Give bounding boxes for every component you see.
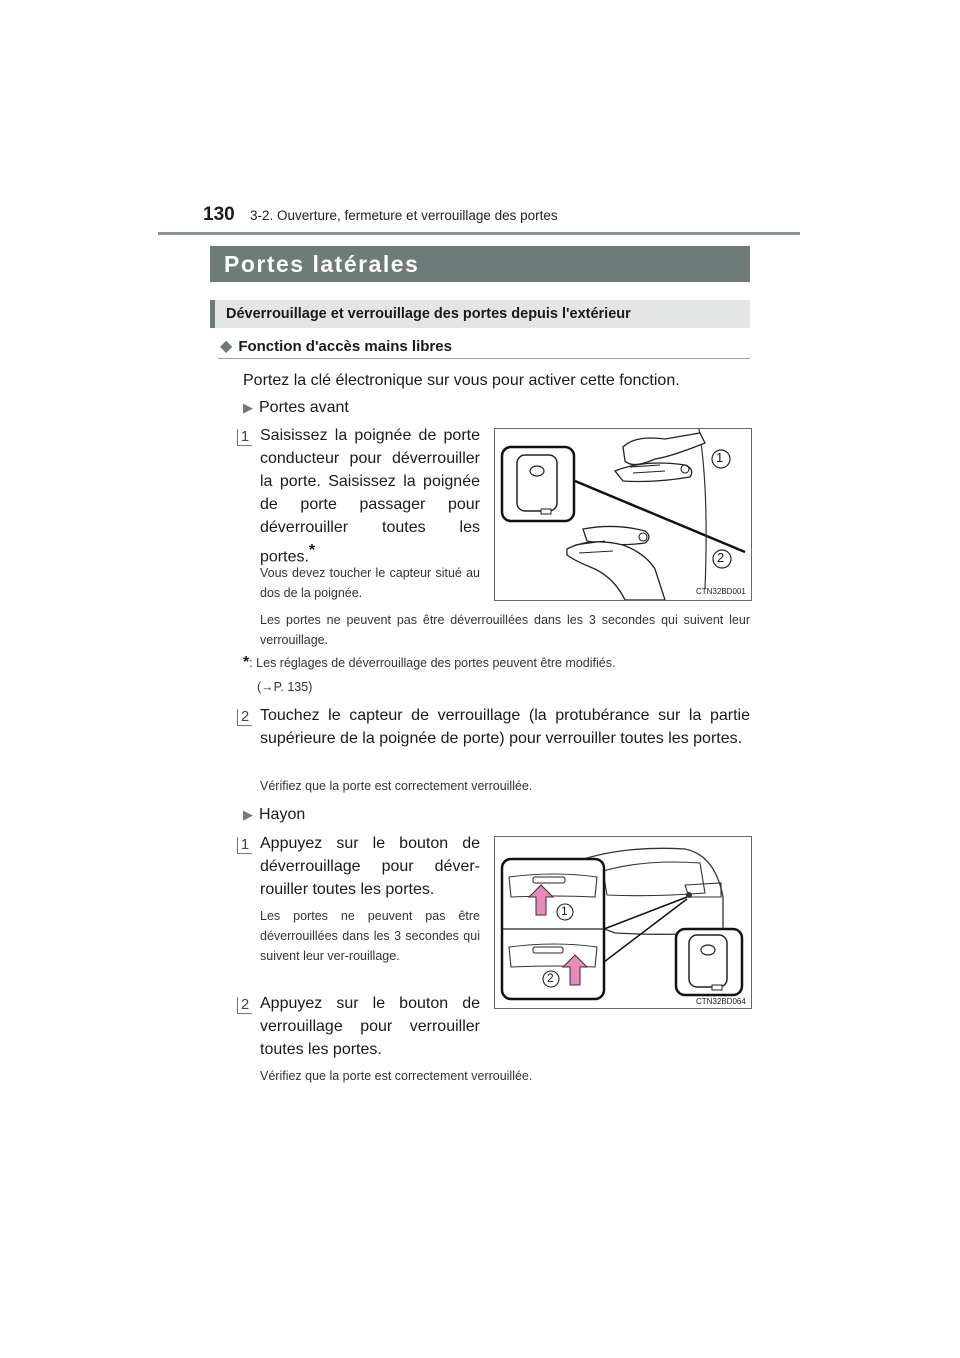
callout-2: 2: [547, 971, 554, 985]
front-step2-text: Touchez le capteur de verrouillage (la protubérance sur la partie supérieure de la poignée de porte) pour verrouiller toutes les portes.: [260, 707, 750, 747]
footnote-text: : Les réglages de déverrouillage des portes peuvent être modifiés.: [249, 656, 616, 670]
tailgate-label-text: Hayon: [259, 806, 306, 823]
tailgate-label: [243, 803, 305, 826]
triangle-bullet-icon: ▶: [243, 400, 253, 415]
front-note: Les portes ne peuvent pas être déverrouillées dans les 3 secondes qui suivent leur verrouillage.: [260, 613, 750, 647]
footnote-star: *: [308, 542, 316, 559]
door-handle-figure: [494, 428, 752, 601]
header-rule: [158, 232, 800, 235]
feature-heading-text: Fonction d'accès mains libres: [238, 338, 452, 355]
feature-heading: [220, 336, 452, 356]
tailgate-step-number-2: 2: [237, 996, 252, 1014]
tailgate-step1-text: Appuyez sur le bouton de déverrouillage pour déver-rouiller toutes les portes.: [260, 835, 480, 898]
subsection-title: Déverrouillage et verrouillage des portes depuis l'extérieur: [226, 306, 631, 322]
callout-1: 1: [561, 904, 568, 918]
tailgate-step-number-1: 1: [237, 836, 252, 854]
tailgate-figure: [494, 836, 752, 1009]
door-handle-illustration: [495, 429, 751, 600]
front-step2-note: Vérifiez que la porte est correctement verrouillée.: [260, 779, 533, 793]
callout-2: 2: [717, 550, 725, 565]
front-step1-text: Saisissez la poignée de porte conducteur pour déverrouiller la porte. Saisissez la poignée de porte passager pour déverrouiller toutes les portes.*: [260, 427, 480, 566]
figure-code: CTN32BD064: [696, 997, 746, 1006]
intro-text: Portez la clé électronique sur vous pour activer cette fonction.: [243, 372, 680, 389]
step-number-1: 1: [237, 428, 252, 446]
footnote-reference: (→P. 135): [257, 680, 313, 694]
tailgate-step2-text: Appuyez sur le bouton de verrouillage pour verrouiller toutes les portes.: [260, 995, 480, 1058]
footnote: [243, 653, 615, 673]
chapter-title: 3-2. Ouverture, fermeture et verrouillage des portes: [250, 208, 558, 223]
front-step1-note: Vous devez toucher le capteur situé au dos de la poignée.: [260, 566, 480, 600]
page-number: 130: [203, 204, 235, 225]
front-doors-label-text: Portes avant: [259, 399, 349, 416]
diamond-icon: ◆: [220, 338, 233, 355]
section-title-bar: [210, 246, 750, 282]
tailgate-step1-note: Les portes ne peuvent pas être déverrouillées dans les 3 secondes qui suivent leur ver-rouillage.: [260, 909, 480, 963]
tailgate-illustration: [495, 837, 751, 1008]
step-number-2: 2: [237, 708, 252, 726]
tailgate-step2-note: Vérifiez que la porte est correctement verrouillée.: [260, 1069, 533, 1083]
figure-code: CTN32BD001: [696, 587, 746, 596]
front-doors-label: [243, 396, 349, 419]
heading-rule: [218, 358, 750, 359]
footnote-marker: *: [243, 654, 250, 671]
callout-1: 1: [716, 450, 724, 465]
triangle-bullet-icon: ▶: [243, 807, 253, 822]
section-title: Portes latérales: [224, 251, 420, 277]
subsection-bar: [210, 300, 750, 328]
